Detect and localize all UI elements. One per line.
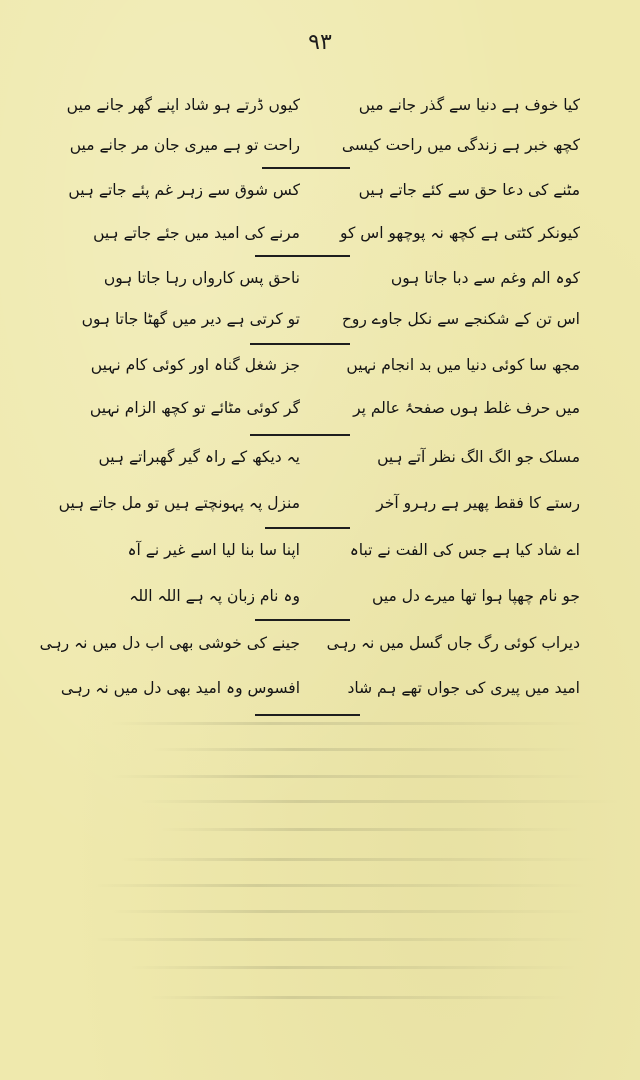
stanza-divider <box>262 167 350 169</box>
verse-line: اس تن کے شکنجے سے نکل جاوے روح <box>341 310 580 328</box>
verse-line: منزل پہ پہونچتے ہیں تو مل جاتے ہیں <box>58 494 300 512</box>
stanza-divider <box>255 255 350 257</box>
verse-line: وہ نام زبان پہ ہے اللہ اللہ <box>129 587 300 605</box>
bleed-through-line <box>150 748 580 751</box>
stanza-divider <box>255 619 350 621</box>
verse-line: جو نام چھپا ہوا تھا میرے دل میں <box>372 587 580 605</box>
verse-line: یہ دیکھ کے راہ گیر گھبراتے ہیں <box>98 448 300 466</box>
bleed-through-line <box>110 722 590 725</box>
verse-line: دیراب کوئی رگ جاں گسل میں نہ رہی <box>326 634 580 652</box>
verse-line: تو کرتی ہے دیر میں گھٹا جاتا ہوں <box>81 310 300 328</box>
bleed-through-line <box>160 828 580 831</box>
verse-line: راحت تو ہے میری جان مر جانے میں <box>69 136 300 154</box>
stanza-divider <box>265 527 350 529</box>
verse-line: کیونکر کٹتی ہے کچھ نہ پوچھو اس کو <box>339 224 580 242</box>
bleed-through-line <box>90 884 590 887</box>
verse-line: کیوں ڈرتے ہو شاد اپنے گھر جانے میں <box>66 96 300 114</box>
bleed-through-line <box>90 938 590 941</box>
verse-line: مٹنے کی دعا حق سے کئے جاتے ہیں <box>358 181 580 199</box>
verse-line: اپنا سا بنا لیا اسے غیر نے آہ <box>127 541 300 559</box>
verse-line: ناحق پس کارواں رہا جاتا ہوں <box>103 269 300 287</box>
verse-line: امید میں پیری کی جواں تھے ہم شاد <box>347 679 580 697</box>
verse-line: مرنے کی امید میں جئے جاتے ہیں <box>93 224 300 242</box>
bleed-through-line <box>110 775 590 778</box>
verse-line: جینے کی خوشی بھی اب دل میں نہ رہی <box>39 634 300 652</box>
stanza-divider <box>250 434 350 436</box>
verse-line: گر کوئی مٹائے تو کچھ الزام نہیں <box>89 399 300 417</box>
verse-line: اے شاد کیا ہے جس کی الفت نے تباہ <box>349 541 580 559</box>
verse-line: مسلک جو الگ الگ نظر آتے ہیں <box>377 448 580 466</box>
page-number: ۹۳ <box>308 30 332 55</box>
bleed-through-line <box>110 910 590 913</box>
bleed-through-line <box>130 966 580 969</box>
verse-line: افسوس وہ امید بھی دل میں نہ رہی <box>60 679 300 697</box>
bleed-through-line <box>120 858 600 861</box>
bleed-through-line <box>150 996 570 999</box>
verse-line: میں حرف غلط ہوں صفحۂ عالم پر <box>353 399 580 417</box>
stanza-divider <box>255 714 360 716</box>
verse-line: جز شغل گناہ اور کوئی کام نہیں <box>90 356 300 374</box>
verse-line: کوہ الم وغم سے دبا جاتا ہوں <box>390 269 580 287</box>
verse-line: کس شوق سے زہر غم پئے جاتے ہیں <box>68 181 300 199</box>
stanza-divider <box>250 343 350 345</box>
verse-line: رستے کا فقط پھیر ہے رہرو آخر <box>376 494 580 512</box>
verse-line: کچھ خبر ہے زندگی میں راحت کیسی <box>341 136 580 154</box>
bleed-through-line <box>140 800 620 803</box>
verse-line: مجھ سا کوئی دنیا میں بد انجام نہیں <box>346 356 580 374</box>
verse-line: کیا خوف ہے دنیا سے گذر جانے میں <box>358 96 580 114</box>
